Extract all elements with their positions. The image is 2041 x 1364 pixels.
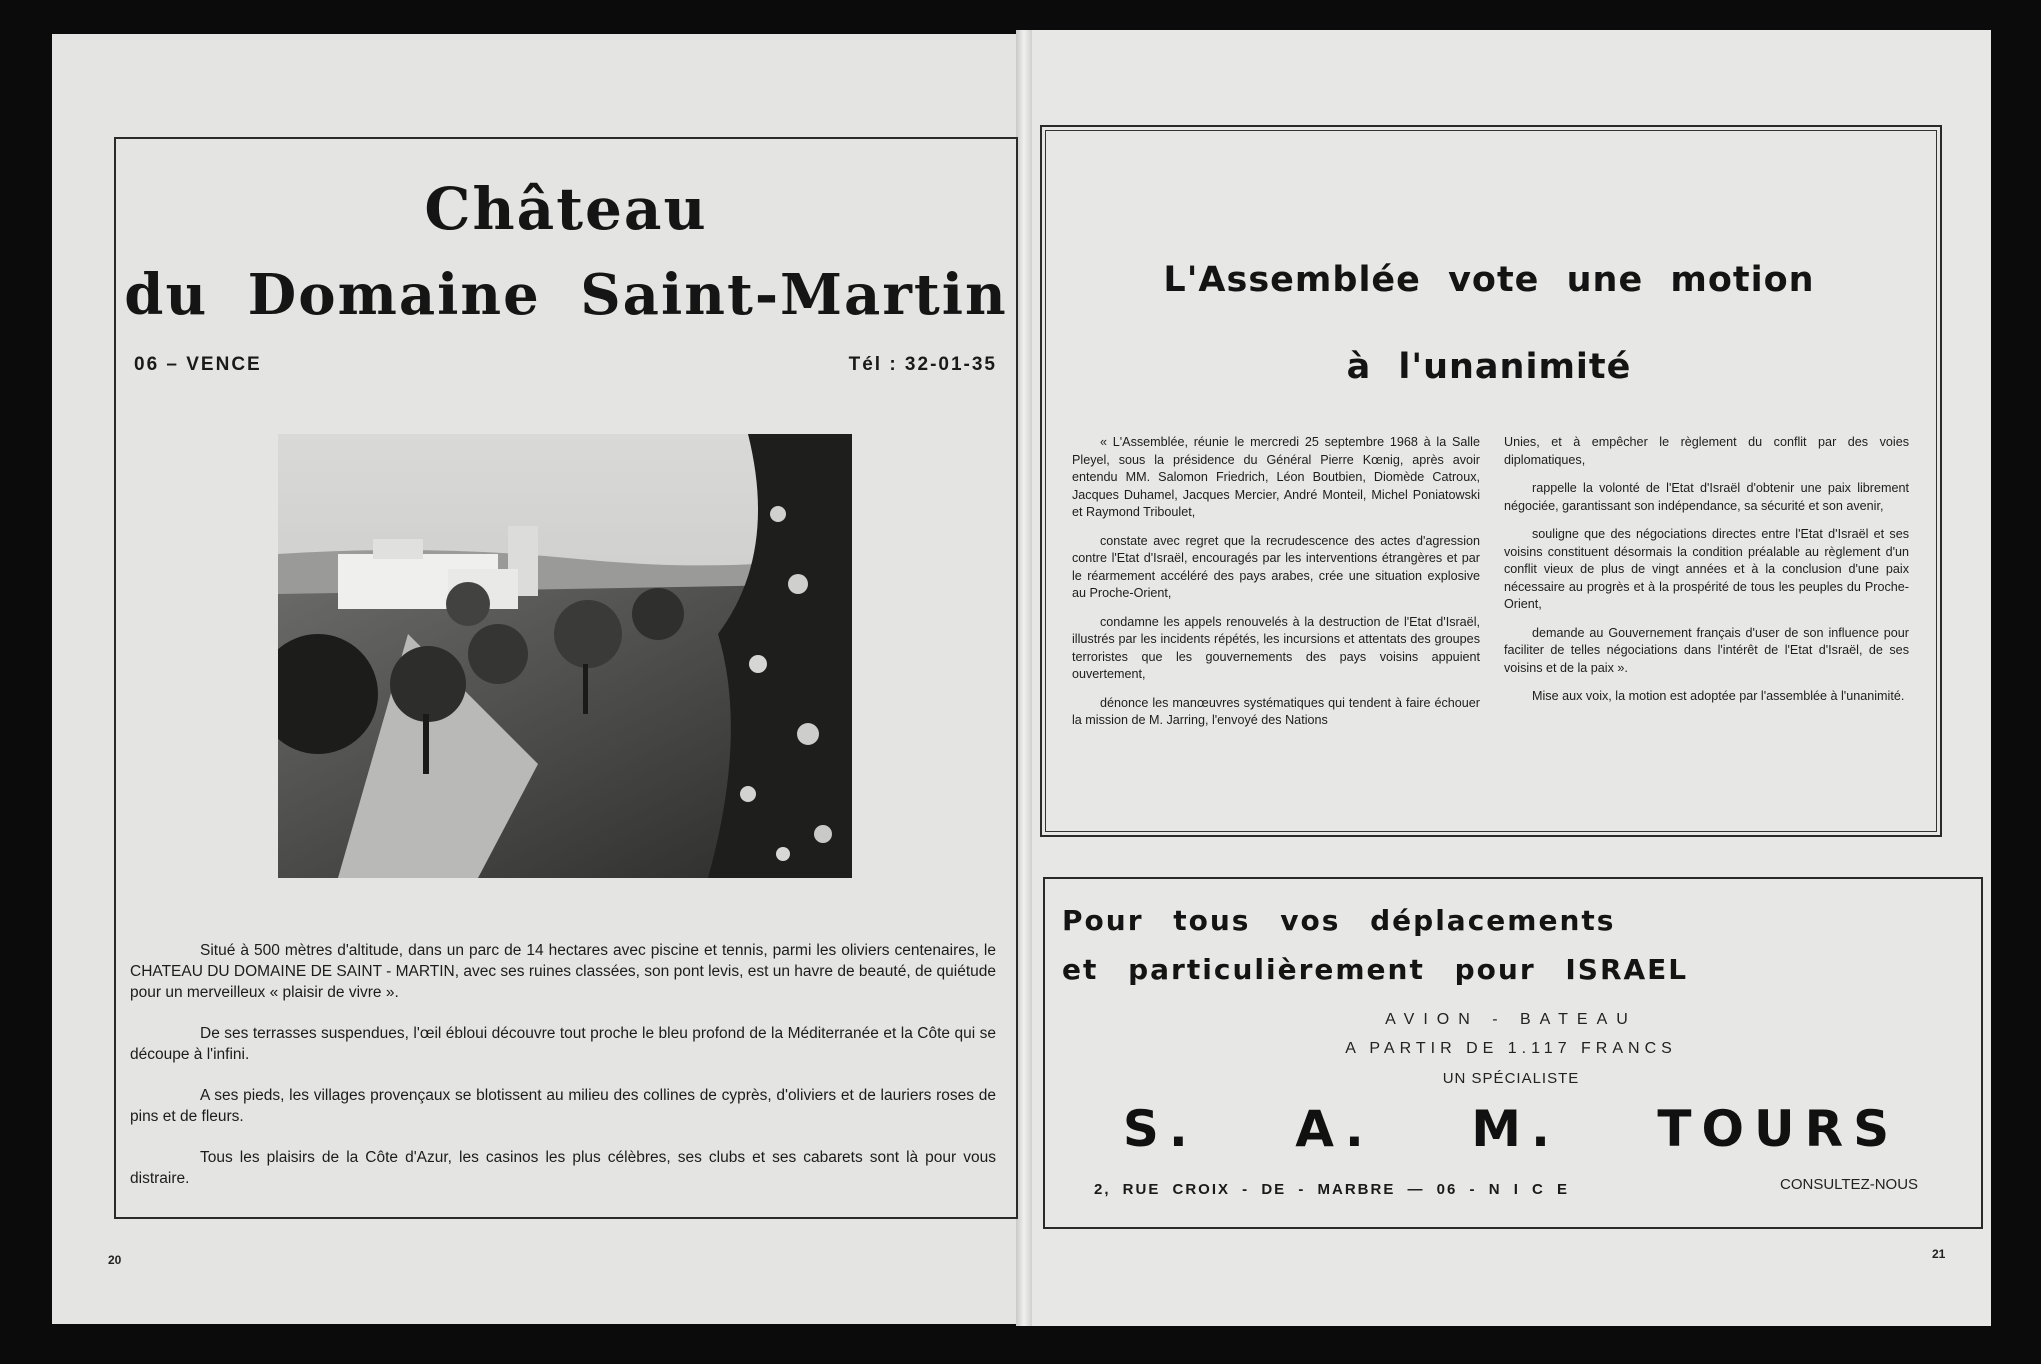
travel-ad-specialist: UN SPÉCIALISTE <box>1442 1070 1580 1087</box>
chateau-paragraph-2: De ses terrasses suspendues, l'œil ébloui découvre tout proche le bleu profond de la Méditerranée et la Côte qui se découpe à l'infini. <box>130 1025 996 1063</box>
motion-right-paragraph-4: demande au Gouvernement français d'user de son influence pour faciliter de telles négociations dans l'intérêt de l'Etat d'Israël, de ses voisins et de la paix ». <box>1504 625 1909 675</box>
travel-ad-line2: et particulièrement pour ISRAEL <box>1062 953 1689 986</box>
travel-ad-transport: AVION - BATEAU <box>1385 1011 1637 1028</box>
motion-title-line2: à l'unanimité <box>1346 347 1632 387</box>
motion-left-paragraph-2: constate avec regret que la recrudescence des actes d'agression contre l'Etat d'Israël, encouragés par les interventions étrangères et par le réarmement accéléré des pays arabes, crée une situation explosive au Proche-Orient, <box>1072 533 1480 600</box>
chateau-description <box>130 940 996 1209</box>
book-gutter <box>1016 30 1032 1326</box>
motion-right-paragraph-3: souligne que des négociations directes entre l'Etat d'Israël et ses voisins constituent désormais la condition préalable au règlement d'un conflit vieux de plus de vingt années et à la conclusion d'une paix nécessaire au progrès et à la prospérité de tous les peuples du Proche-Orient, <box>1504 527 1909 611</box>
travel-ad-line1: Pour tous vos déplacements <box>1062 904 1616 937</box>
chateau-paragraph-1: Situé à 500 mètres d'altitude, dans un parc de 14 hectares avec piscine et tennis, parmi les oliviers centenaires, le CHATEAU DU DOMAINE DE SAINT - MARTIN, avec ses ruines classées, son pont levis, est un havre de beauté, de quiétude pour un merveilleux « plaisir de vivre ». <box>130 942 996 1001</box>
motion-right-paragraph-1: Unies, et à empêcher le règlement du conflit par des voies diplomatiques, <box>1504 435 1909 467</box>
location-label: 06 – VENCE <box>134 354 262 375</box>
travel-ad-brand: S. A. M. TOURS <box>1122 1100 1900 1158</box>
page-number-left: 20 <box>108 1253 122 1267</box>
chateau-title-line2: du Domaine Saint-Martin <box>124 262 1008 328</box>
motion-right-paragraph-2: rappelle la volonté de l'Etat d'Israël d'obtenir une paix librement négociée, garantissant son indépendance, sa sécurité et son avenir, <box>1504 481 1909 513</box>
travel-ad-price: A PARTIR DE 1.117 FRANCS <box>1345 1040 1677 1057</box>
page-number-right: 21 <box>1932 1247 1946 1261</box>
motion-left-paragraph-1: « L'Assemblée, réunie le mercredi 25 septembre 1968 à la Salle Pleyel, sous la présidence du Général Pierre Kœnig, après avoir entendu MM. Salomon Friedrich, Léon Boutbien, Diomède Catroux, Jacques Duhamel, Jacques Mercier, André Monteil, Michel Poniatowski et Raymond Triboulet, <box>1072 435 1480 519</box>
chateau-title-line1: Château <box>424 175 708 243</box>
chateau-paragraph-3: A ses pieds, les villages provençaux se blotissent au milieu des collines de cyprès, d'oliviers et de lauriers roses de pins et de fleurs. <box>130 1087 996 1125</box>
motion-left-paragraph-3: condamne les appels renouvelés à la destruction de l'Etat d'Israël, illustrés par les incidents répétés, les incursions et attentats des groupes terroristes que les gouvernements des pays voisins appuient ouvertement, <box>1072 614 1480 681</box>
chateau-photo <box>278 434 852 878</box>
motion-column-left <box>1072 434 1480 741</box>
motion-column-right <box>1504 434 1909 717</box>
travel-ad-consult: CONSULTEZ-NOUS <box>1780 1176 1919 1193</box>
chateau-paragraph-4: Tous les plaisirs de la Côte d'Azur, les casinos les plus célèbres, ses clubs et ses cabarets sont là pour vous distraire. <box>130 1149 996 1187</box>
phone-label: Tél : 32-01-35 <box>848 354 997 375</box>
motion-right-paragraph-5: Mise aux voix, la motion est adoptée par l'assemblée à l'unanimité. <box>1532 689 1905 703</box>
motion-left-paragraph-4: dénonce les manœuvres systématiques qui tendent à faire échouer la mission de M. Jarring, l'envoyé des Nations <box>1072 695 1480 727</box>
motion-title-line1: L'Assemblée vote une motion <box>1163 260 1815 300</box>
travel-ad-address: 2, RUE CROIX - DE - MARBRE — 06 - N I C E <box>1094 1181 1570 1198</box>
